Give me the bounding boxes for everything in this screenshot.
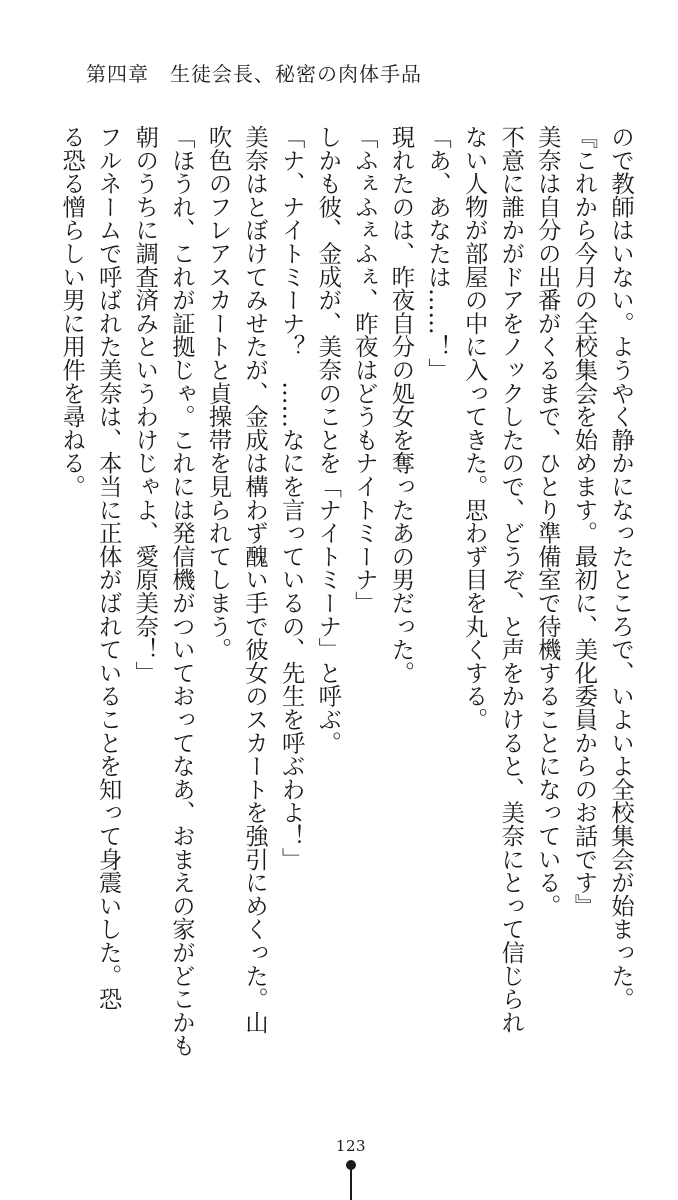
page-marker-line xyxy=(350,1168,352,1200)
text-line: 現れたのは、昨夜自分の処女を奪ったあの男だった。 xyxy=(387,125,415,685)
text-line: 朝のうちに調査済みというわけじゃよ、愛原美奈！」 xyxy=(131,125,159,685)
text-line: 吹色のフレアスカートと貞操帯を見られてしまう。 xyxy=(204,125,232,661)
text-line: 美奈はとぼけてみせたが、金成は構わず醜い手で彼女のスカートを強引にめくった。山 xyxy=(241,125,269,1034)
text-line: ので教師はいない。ようやく静かになったところで、いよいよ全校集会が始まった。 xyxy=(607,125,634,1011)
text-line: る恐る憎らしい男に用件を尋ねる。 xyxy=(58,125,86,498)
text-line: しかも彼、金成が、美奈のことを「ナイトミーナ」と呼ぶ。 xyxy=(314,125,342,755)
text-line: ない人物が部屋の中に入ってきた。思わず目を丸くする。 xyxy=(460,125,488,731)
text-line: 『これから今月の全校集会を始めます。最初に、美化委員からのお話です』 xyxy=(570,125,598,918)
page-number: 123 xyxy=(335,1137,367,1155)
chapter-header: 第四章 生徒会長、秘密の肉体手品 xyxy=(86,62,422,86)
text-line: 不意に誰かがドアをノックしたので、どうぞ、と声をかけると、美奈にとって信じられ xyxy=(497,125,525,1034)
text-line: 美奈は自分の出番がくるまで、ひとり準備室で待機することになっている。 xyxy=(533,125,561,918)
text-line: フルネームで呼ばれた美奈は、本当に正体がばれていることを知って身震いした。恐 xyxy=(94,125,122,1011)
text-line: 「あ、あなたは……！」 xyxy=(424,125,452,382)
text-line: 「ふぇふぇふぇ、昨夜はどうもナイトミーナ」 xyxy=(350,125,378,615)
text-line: 「ナ、ナイトミーナ？ ……なにを言っているの、先生を呼ぶわよ！」 xyxy=(277,125,305,871)
body-text xyxy=(53,125,639,1057)
text-line: 「ほうれ、これが証拠じゃ。これには発信機がついておってなあ、おまえの家がどこかも xyxy=(167,125,195,1057)
